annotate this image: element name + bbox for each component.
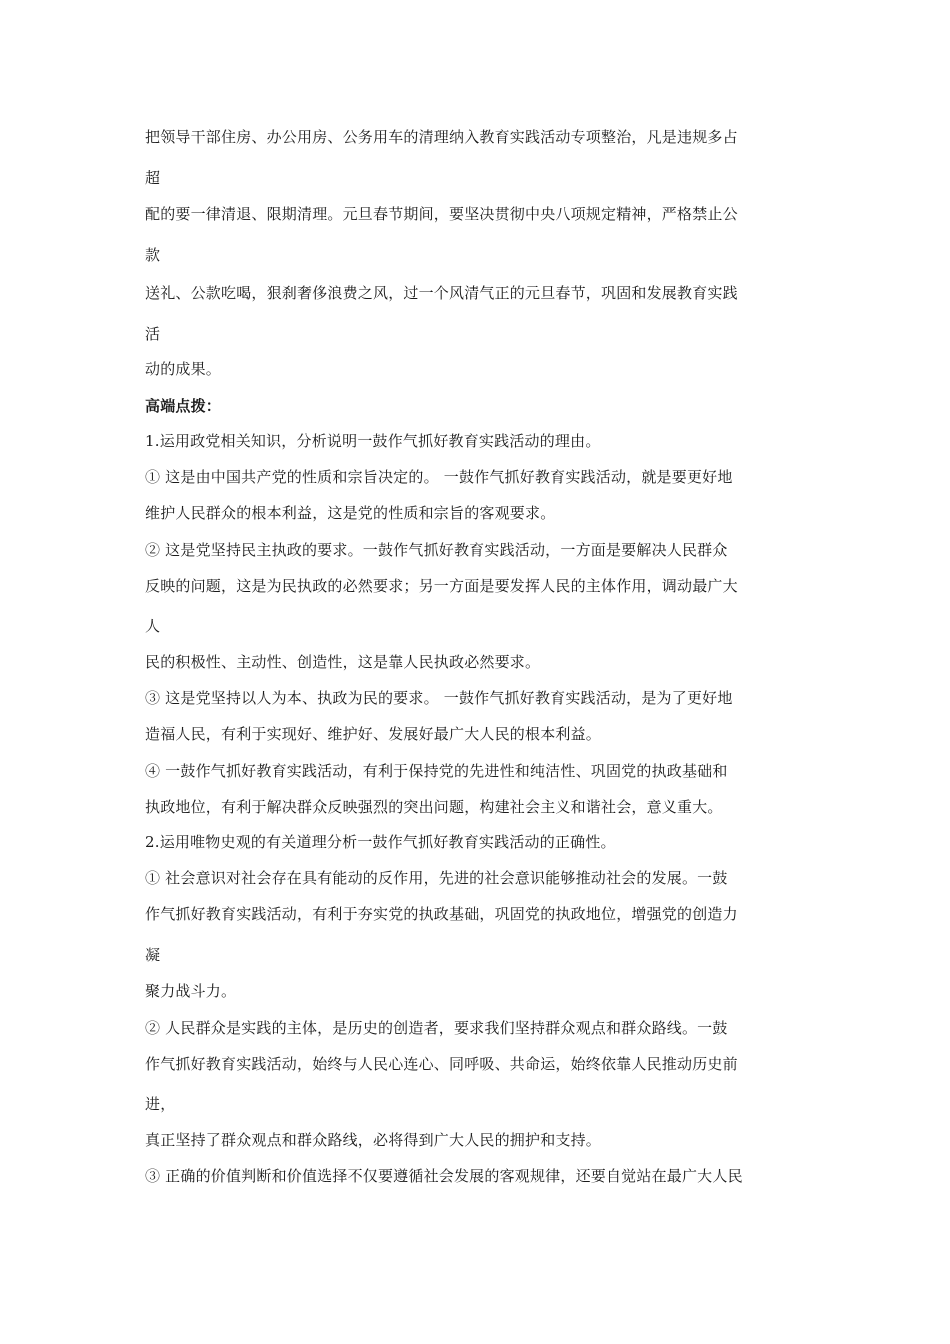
text-line: 款 bbox=[145, 246, 161, 264]
text-line: 作气抓好教育实践活动，有利于夯实党的执政基础，巩固党的执政地位，增强党的创造力 bbox=[145, 905, 738, 923]
text-line: 人 bbox=[145, 617, 161, 635]
text-line: 维护人民群众的根本利益，这是党的性质和宗旨的客观要求。 bbox=[145, 504, 556, 522]
section-heading: 高端点拨： bbox=[145, 397, 222, 415]
text-line: 超 bbox=[145, 169, 161, 187]
text-line: 作气抓好教育实践活动，始终与人民心连心、同呼吸、共命运，始终依靠人民推动历史前 bbox=[145, 1055, 738, 1073]
text-line: ③ 正确的价值判断和价值选择不仅要遵循社会发展的客观规律，还要自觉站在最广大人民 bbox=[145, 1167, 743, 1185]
text-line: 活 bbox=[145, 325, 161, 343]
text-line: ② 这是党坚持民主执政的要求。一鼓作气抓好教育实践活动，一方面是要解决人民群众 bbox=[145, 541, 728, 559]
text-line: ④ 一鼓作气抓好教育实践活动，有利于保持党的先进性和纯洁性、巩固党的执政基础和 bbox=[145, 762, 728, 780]
text-line: ③ 这是党坚持以人为本、执政为民的要求。 一鼓作气抓好教育实践活动，是为了更好地 bbox=[145, 689, 733, 707]
text-line: 民的积极性、主动性、创造性，这是靠人民执政必然要求。 bbox=[145, 653, 541, 671]
text-line: 执政地位，有利于解决群众反映强烈的突出问题，构建社会主义和谐社会，意义重大。 bbox=[145, 798, 723, 816]
text-line: 送礼、公款吃喝，狠刹奢侈浪费之风，过一个风清气正的元旦春节，巩固和发展教育实践 bbox=[145, 284, 738, 302]
text-line: 把领导干部住房、办公用房、公务用车的清理纳入教育实践活动专项整治，凡是违规多占 bbox=[145, 128, 738, 146]
text-line: 反映的问题，这是为民执政的必然要求；另一方面是要发挥人民的主体作用，调动最广大 bbox=[145, 577, 738, 595]
question-line: 2.运用唯物史观的有关道理分析一鼓作气抓好教育实践活动的正确性。 bbox=[145, 833, 616, 851]
text-line: ① 这是由中国共产党的性质和宗旨决定的。 一鼓作气抓好教育实践活动，就是要更好地 bbox=[145, 468, 733, 486]
text-line: 造福人民，有利于实现好、维护好、发展好最广大人民的根本利益。 bbox=[145, 725, 602, 743]
text-line: 凝 bbox=[145, 946, 161, 964]
text-line: ① 社会意识对社会存在具有能动的反作用，先进的社会意识能够推动社会的发展。一鼓 bbox=[145, 869, 728, 887]
question-line: 1.运用政党相关知识，分析说明一鼓作气抓好教育实践活动的理由。 bbox=[145, 432, 601, 450]
text-line: 动的成果。 bbox=[145, 360, 222, 378]
text-line: 配的要一律清退、限期清理。元旦春节期间，要坚决贯彻中央八项规定精神，严格禁止公 bbox=[145, 205, 738, 223]
text-line: 进， bbox=[145, 1095, 176, 1113]
text-line: ② 人民群众是实践的主体，是历史的创造者，要求我们坚持群众观点和群众路线。一鼓 bbox=[145, 1019, 728, 1037]
text-line: 真正坚持了群众观点和群众路线，必将得到广大人民的拥护和支持。 bbox=[145, 1131, 602, 1149]
text-line: 聚力战斗力。 bbox=[145, 982, 237, 1000]
